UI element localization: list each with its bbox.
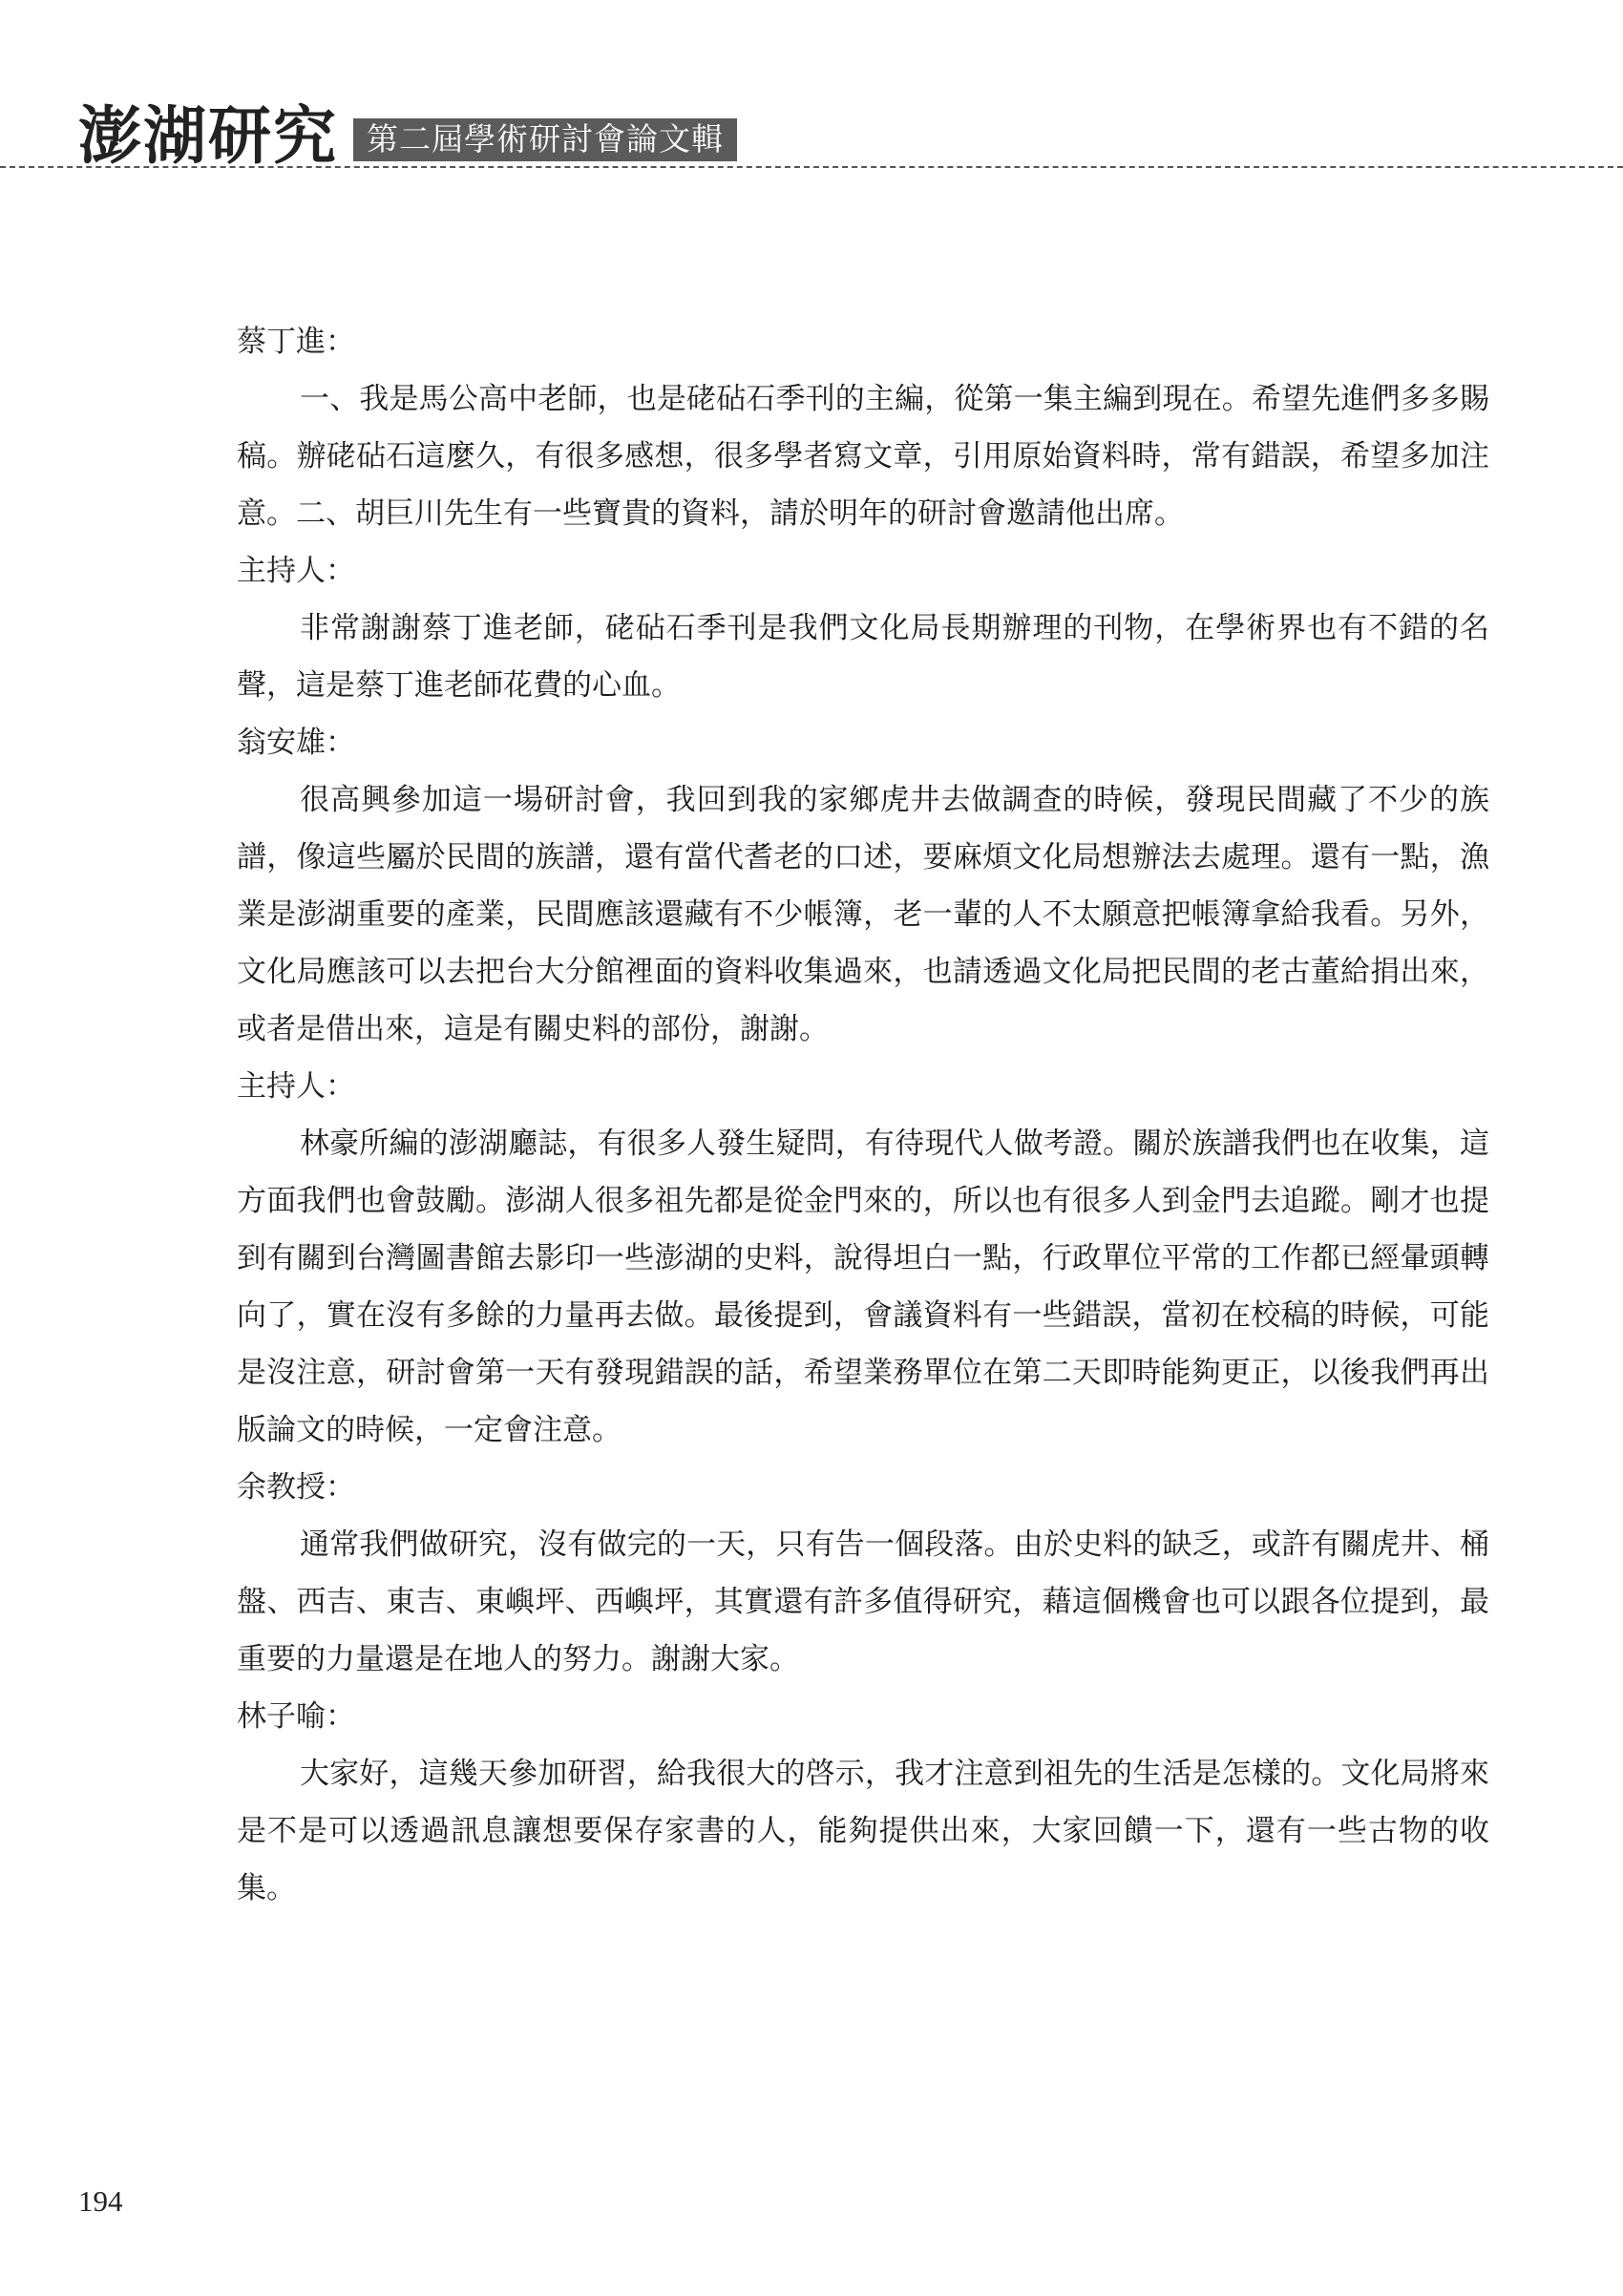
page-number: 194 (78, 2184, 123, 2218)
speech-text: 非常謝謝蔡丁進老師，硓砧石季刊是我們文化局長期辦理的刊物，在學術界也有不錯的名聲，這是蔡丁進老師花費的心血。 (237, 611, 1489, 703)
speech-text: 大家好，這幾天參加研習，給我很大的啓示，我才注意到祖先的生活是怎樣的。文化局將來是不是可以透過訊息讓想要保存家書的人，能夠提供出來，大家回饋一下，還有一些古物的收集。 (237, 1757, 1489, 1906)
speaker-name: 林子喻： (237, 1699, 355, 1734)
speaker-name: 主持人： (237, 554, 355, 588)
transcript-entry (237, 714, 1489, 1058)
speech-text: 林豪所編的澎湖廳誌，有很多人發生疑問，有待現代人做考證。關於族譜我們也在收集，這方面我們也會鼓勵。澎湖人很多祖先都是從金門來的，所以也有很多人到金門去追蹤。剛才也提到有關到台灣圖書館去影印一些澎湖的史料，說得坦白一點，行政單位平常的工作都已經暈頭轉向了，實在沒有多餘的力量再去做。最後提到，會議資料有一些錯誤，當初在校稿的時候，可能是沒注意，研討會第一天有發現錯誤的話，希望業務單位在第二天即時能夠更正，以後我們再出版論文的時候，一定會注意。 (237, 1127, 1489, 1447)
speaker-name: 主持人： (237, 1069, 355, 1104)
transcript-entry (237, 1459, 1489, 1688)
transcript-entry (237, 1058, 1489, 1459)
transcript-entry (237, 313, 1489, 542)
issue-label: 第二屆學術研討會論文輯 (353, 118, 737, 161)
speech-text: 一、我是馬公高中老師，也是硓砧石季刊的主編，從第一集主編到現在。希望先進們多多賜稿。辦硓砧石這麼久，有很多感想，很多學者寫文章，引用原始資料時，常有錯誤，希望多加注意。二、胡巨川先生有一些寶貴的資料，請於明年的研討會邀請他出席。 (237, 382, 1489, 531)
speaker-name: 余教授： (237, 1470, 355, 1505)
speech-text: 通常我們做研究，沒有做完的一天，只有告一個段落。由於史料的缺乏，或許有關虎井、桶盤、西吉、東吉、東嶼坪、西嶼坪，其實還有許多值得研究，藉這個機會也可以跟各位提到，最重要的力量還是在地人的努力。謝謝大家。 (237, 1527, 1489, 1676)
speech-text: 很高興參加這一場研討會，我回到我的家鄉虎井去做調查的時候，發現民間藏了不少的族譜，像這些屬於民間的族譜，還有當代耆老的口述，要麻煩文化局想辦法去處理。還有一點，漁業是澎湖重要的產業，民間應該還藏有不少帳簿，老一輩的人不太願意把帳簿拿給我看。另外，文化局應該可以去把台大分館裡面的資料收集過來，也請透過文化局把民間的老古董給捐出來，或者是借出來，這是有關史料的部份，謝謝。 (237, 783, 1489, 1046)
speaker-name: 蔡丁進： (237, 325, 355, 359)
transcript-entry (237, 542, 1489, 714)
header-divider (0, 166, 1623, 168)
transcript-entry (237, 1688, 1489, 1917)
journal-title: 澎湖研究 (78, 98, 338, 173)
transcript-body (237, 313, 1489, 1917)
speaker-name: 翁安雄： (237, 726, 355, 760)
running-header (78, 91, 737, 173)
